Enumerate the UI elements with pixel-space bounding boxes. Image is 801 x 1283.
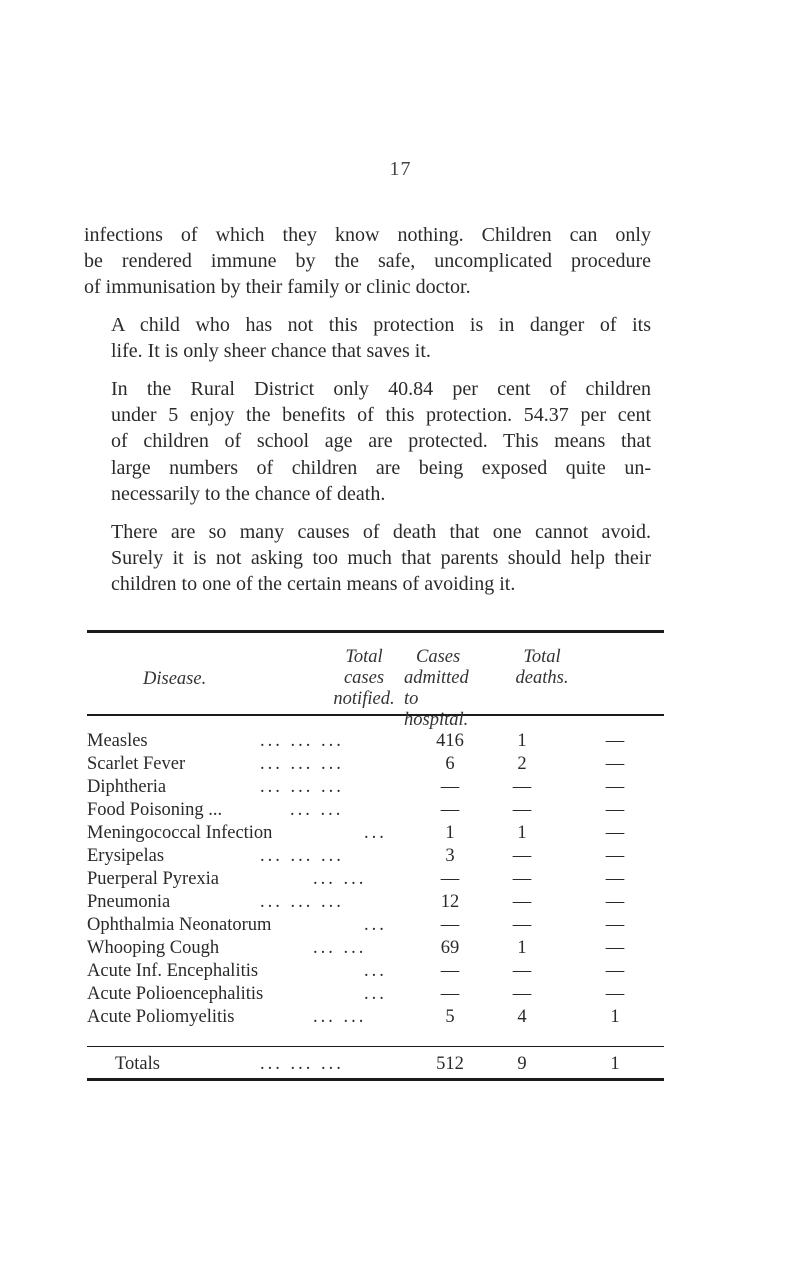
- paragraph: [84, 312, 651, 364]
- paragraph: [84, 376, 651, 507]
- cell-notified: —: [440, 800, 460, 820]
- leader-dots: ... ... ...: [260, 1054, 344, 1074]
- leader-dots: ...: [364, 915, 387, 935]
- body-text: [84, 222, 651, 609]
- leader-dots: ... ... ...: [260, 731, 344, 751]
- table-bottom-rule: [87, 1078, 664, 1081]
- text-line: children to one of the certain means of avoiding it.: [111, 572, 516, 595]
- text-line: There are so many causes of death that one cannot avoid.: [111, 520, 651, 543]
- leader-dots: ... ...: [290, 800, 344, 820]
- header-disease: Disease.: [143, 669, 207, 689]
- disease-name: Acute Poliomyelitis: [87, 1007, 235, 1027]
- cell-deaths: —: [605, 915, 625, 935]
- disease-name: Meningococcal Infection: [87, 823, 273, 843]
- table-row: [87, 824, 664, 843]
- header-bottom-rule: [87, 714, 664, 716]
- cell-deaths: —: [605, 892, 625, 912]
- leader-dots: ...: [364, 823, 387, 843]
- cell-admitted: —: [512, 869, 532, 889]
- cell-deaths: —: [605, 961, 625, 981]
- total-admitted: 9: [517, 1054, 527, 1074]
- disease-name: Diphtheria: [87, 777, 167, 797]
- cell-deaths: —: [605, 800, 625, 820]
- cell-deaths: —: [605, 869, 625, 889]
- disease-name: Erysipelas: [87, 846, 165, 866]
- table-row: [87, 893, 664, 912]
- disease-name: Ophthalmia Neonatorum: [87, 915, 272, 935]
- cell-admitted: 1: [517, 731, 527, 751]
- cell-notified: 69: [440, 938, 460, 958]
- table-row: [87, 778, 664, 797]
- table-row: [87, 847, 664, 866]
- cell-deaths: —: [605, 731, 625, 751]
- disease-name: Food Poisoning ...: [87, 800, 223, 820]
- cell-admitted: —: [512, 892, 532, 912]
- cell-deaths: —: [605, 823, 625, 843]
- disease-name: Acute Inf. Encephalitis: [87, 961, 259, 981]
- cell-deaths: —: [605, 754, 625, 774]
- cell-deaths: —: [605, 846, 625, 866]
- table-row: [87, 801, 664, 820]
- disease-name: Pneumonia: [87, 892, 171, 912]
- cell-admitted: 1: [517, 823, 527, 843]
- header-total-deaths: Total deaths.: [515, 647, 569, 688]
- cell-notified: —: [440, 869, 460, 889]
- cell-notified: 6: [445, 754, 455, 774]
- leader-dots: ... ... ...: [260, 777, 344, 797]
- cell-notified: —: [440, 961, 460, 981]
- text-line: be rendered immune by the safe, uncomplicated procedure: [84, 250, 651, 273]
- table-row: [87, 1008, 664, 1027]
- text-line: under 5 enjoy the benefits of this protection. 54.37 per cent: [111, 404, 651, 427]
- cell-notified: 12: [440, 892, 460, 912]
- total-notified: 512: [436, 1054, 464, 1074]
- cell-deaths: 1: [610, 1007, 620, 1027]
- leader-dots: ... ...: [313, 938, 367, 958]
- text-line: of children of school age are protected. This means that: [111, 430, 651, 453]
- disease-name: Acute Polioencephalitis: [87, 984, 264, 1004]
- text-line: of immunisation by their family or clinic doctor.: [84, 276, 471, 299]
- page-number: 17: [389, 158, 412, 180]
- table-row: [87, 732, 664, 751]
- table-row: [87, 916, 664, 935]
- text-line: In the Rural District only 40.84 per cent of children: [111, 378, 651, 401]
- cell-admitted: 4: [517, 1007, 527, 1027]
- total-deaths: 1: [610, 1054, 620, 1074]
- cell-admitted: —: [512, 984, 532, 1004]
- text-line: A child who has not this protection is in danger of its: [111, 314, 651, 337]
- table-row: [87, 985, 664, 1004]
- cell-notified: —: [440, 777, 460, 797]
- cell-admitted: 1: [517, 938, 527, 958]
- text-line: necessarily to the chance of death.: [111, 482, 386, 505]
- leader-dots: ... ...: [313, 1007, 367, 1027]
- leader-dots: ... ... ...: [260, 754, 344, 774]
- leader-dots: ...: [364, 984, 387, 1004]
- totals-label: Totals: [115, 1054, 160, 1074]
- cell-notified: 1: [445, 823, 455, 843]
- totals-row: [87, 1055, 664, 1074]
- text-line: Surely it is not asking too much that parents should help their: [111, 546, 651, 569]
- text-line: large numbers of children are being exposed quite un-: [111, 456, 651, 479]
- cell-notified: —: [440, 984, 460, 1004]
- totals-top-rule: [87, 1046, 664, 1047]
- cell-deaths: —: [605, 938, 625, 958]
- paragraph: [84, 519, 651, 598]
- cell-notified: 3: [445, 846, 455, 866]
- cell-deaths: —: [605, 777, 625, 797]
- cell-admitted: —: [512, 961, 532, 981]
- table-row: [87, 755, 664, 774]
- header-cases-admitted: Cases admitted to hospital.: [404, 647, 469, 730]
- text-line: infections of which they know nothing. Children can only: [84, 224, 651, 246]
- disease-name: Puerperal Pyrexia: [87, 869, 220, 889]
- disease-name: Measles: [87, 731, 148, 751]
- table-row: [87, 939, 664, 958]
- leader-dots: ...: [364, 961, 387, 981]
- cell-admitted: —: [512, 915, 532, 935]
- leader-dots: ... ...: [313, 869, 367, 889]
- cell-notified: —: [440, 915, 460, 935]
- cell-admitted: —: [512, 800, 532, 820]
- disease-name: Whooping Cough: [87, 938, 220, 958]
- header-total-cases-notified: Total cases notified.: [333, 647, 395, 709]
- cell-notified: 5: [445, 1007, 455, 1027]
- cell-admitted: —: [512, 846, 532, 866]
- cell-deaths: —: [605, 984, 625, 1004]
- cell-admitted: 2: [517, 754, 527, 774]
- table-row: [87, 962, 664, 981]
- cell-notified: 416: [436, 731, 464, 751]
- leader-dots: ... ... ...: [260, 892, 344, 912]
- paragraph: [84, 222, 651, 301]
- text-line: life. It is only sheer chance that saves it.: [111, 340, 431, 363]
- table-row: [87, 870, 664, 889]
- disease-name: Scarlet Fever: [87, 754, 186, 774]
- table-top-rule: [87, 630, 664, 633]
- cell-admitted: —: [512, 777, 532, 797]
- leader-dots: ... ... ...: [260, 846, 344, 866]
